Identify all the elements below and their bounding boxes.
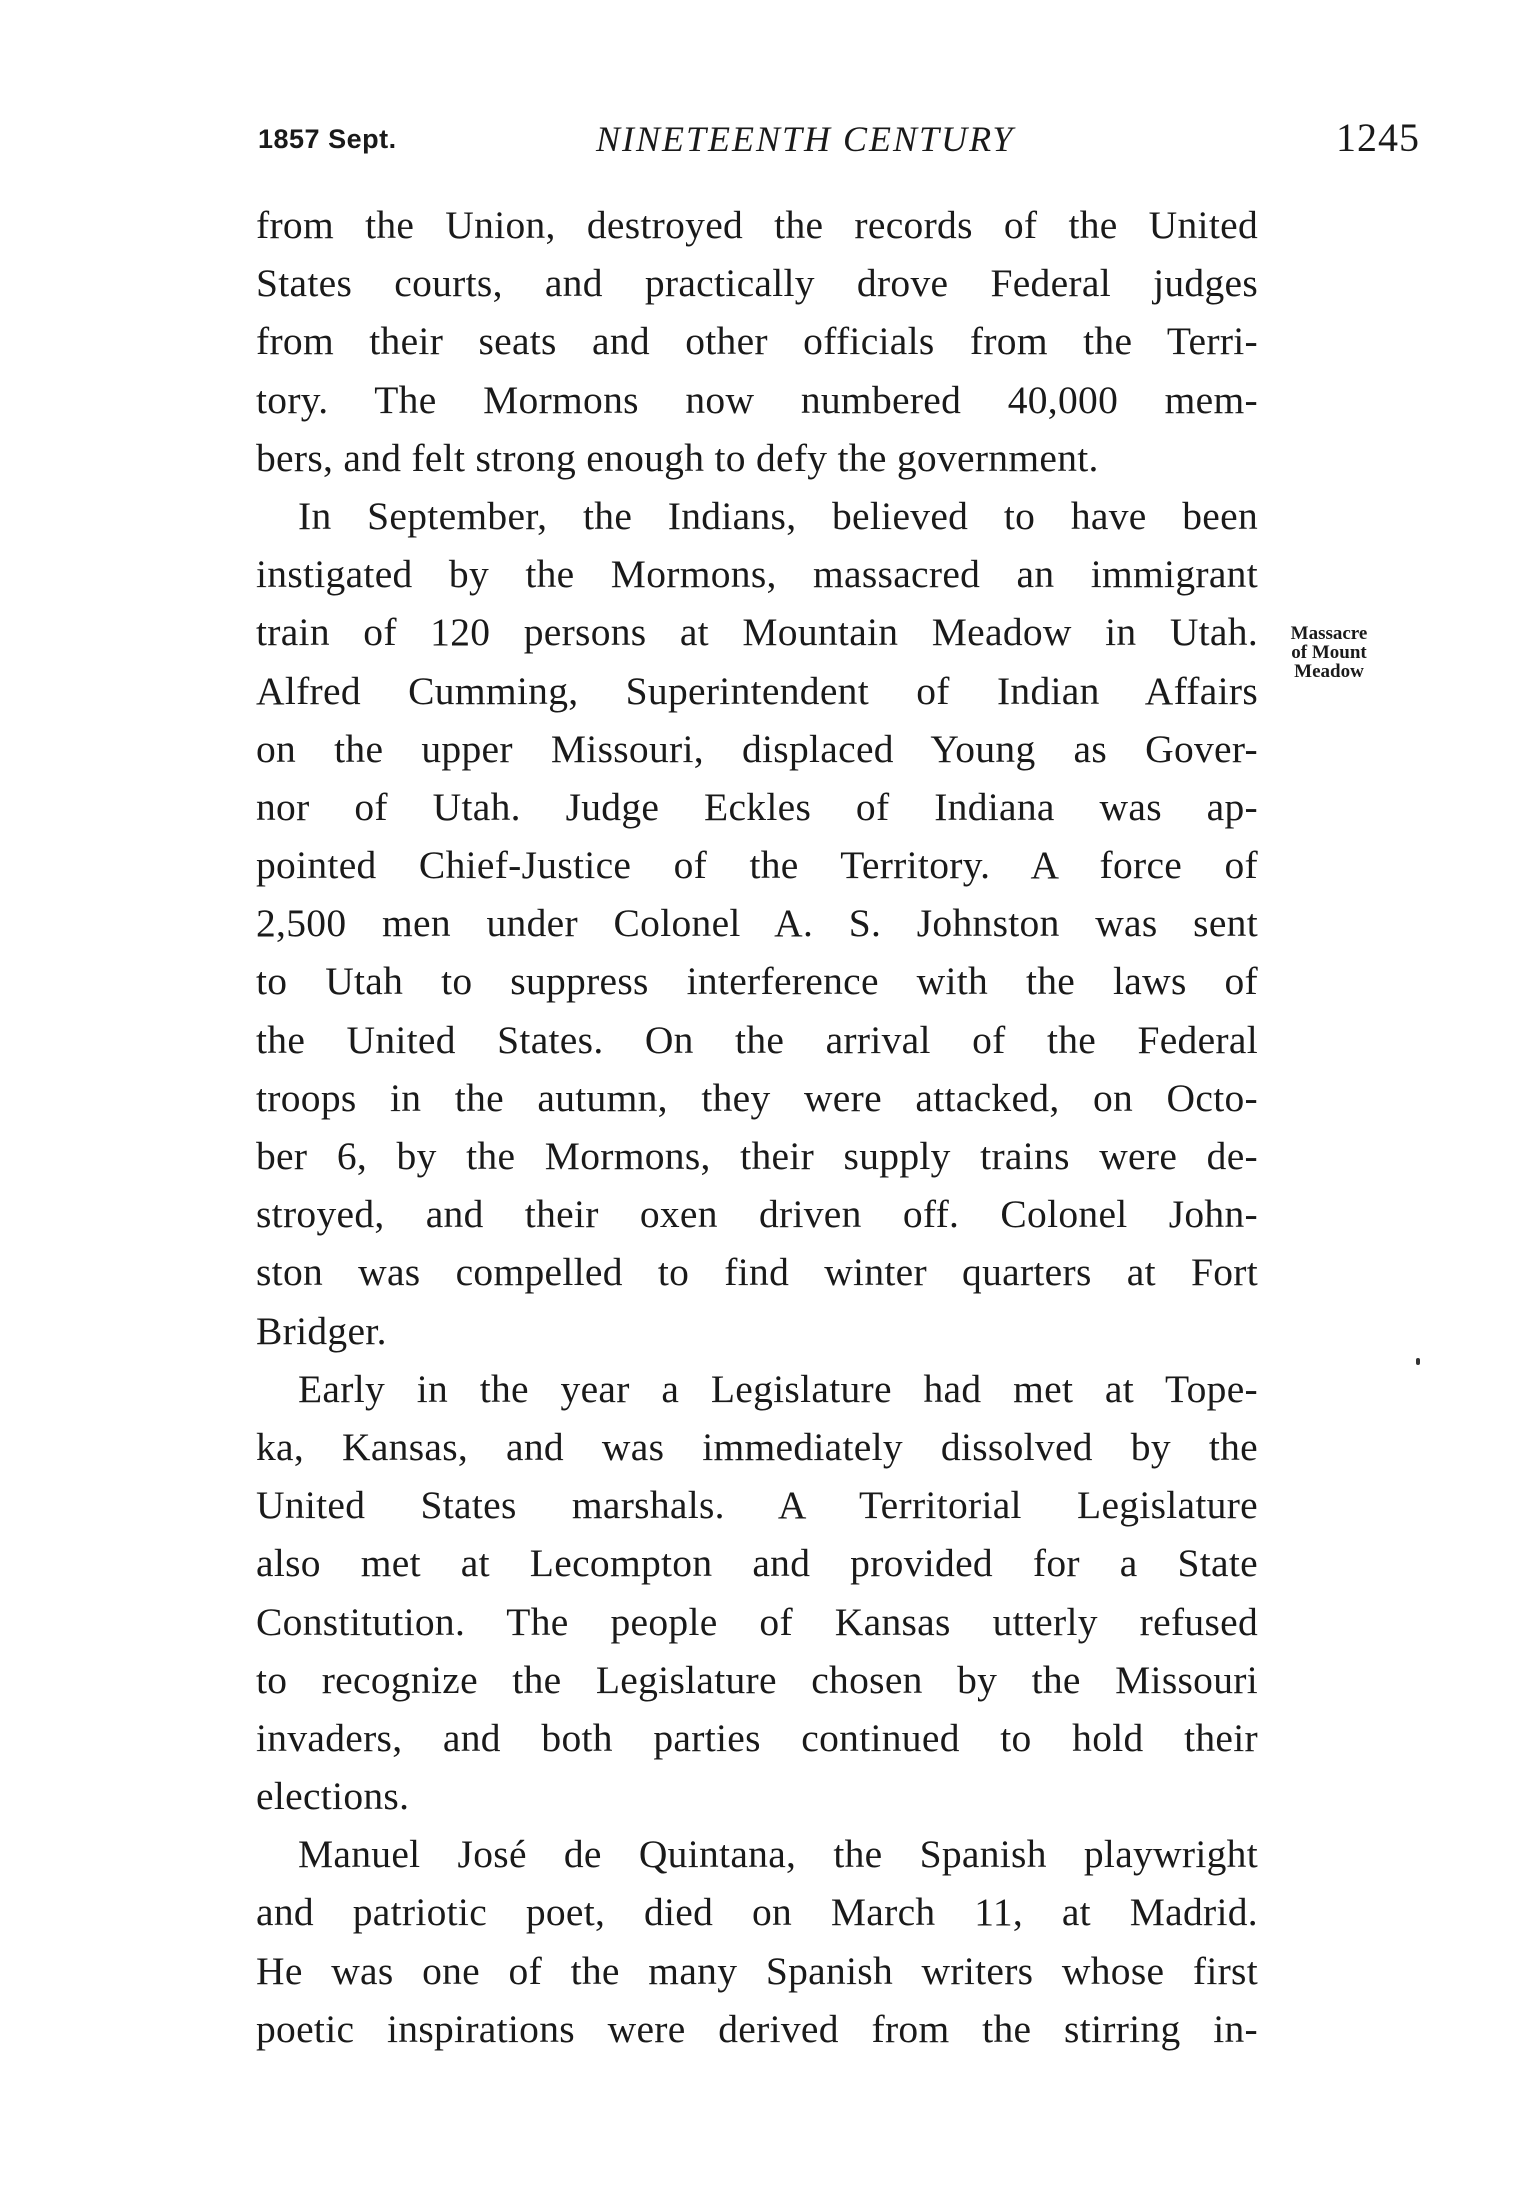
text-line: United States marshals. A Territorial Legislature xyxy=(256,1483,1258,1528)
text-line: He was one of the many Spanish writers whose first xyxy=(256,1948,1258,1993)
margin-note-line: Massacre xyxy=(1290,623,1368,644)
text-line: bers, and felt strong enough to defy the government. xyxy=(256,435,1099,480)
running-head xyxy=(0,110,1514,170)
text-line: In September, the Indians, believed to have been xyxy=(298,493,1258,538)
text-line: invaders, and both parties continued to hold their xyxy=(256,1715,1258,1760)
text-line: Early in the year a Legislature had met at Tope- xyxy=(298,1366,1258,1411)
text-line: elections. xyxy=(256,1774,410,1819)
text-line: train of 120 persons at Mountain Meadow in Utah. xyxy=(256,610,1258,655)
text-line: pointed Chief-Justice of the Territory. A force of xyxy=(256,843,1258,888)
header-date: 1857 Sept. xyxy=(258,124,397,154)
text-line: and patriotic poet, died on March 11, at Madrid. xyxy=(256,1890,1258,1935)
text-line: Constitution. The people of Kansas utterly refused xyxy=(256,1599,1258,1644)
margin-note xyxy=(1264,624,1394,681)
text-line: ka, Kansas, and was immediately dissolved by the xyxy=(256,1424,1258,1469)
text-line: troops in the autumn, they were attacked, on Octo- xyxy=(256,1075,1258,1120)
margin-note-line: Meadow xyxy=(1294,661,1364,682)
text-line: Alfred Cumming, Superintendent of Indian Affairs xyxy=(256,668,1258,713)
text-line: to Utah to suppress interference with the laws of xyxy=(256,959,1258,1004)
text-line: Bridger. xyxy=(256,1308,387,1353)
text-line: States courts, and practically drove Federal judges xyxy=(256,261,1258,306)
page-number: 1245 xyxy=(1336,115,1420,160)
margin-note-line: of Mount xyxy=(1291,642,1367,663)
text-line: ber 6, by the Mormons, their supply trains were de- xyxy=(256,1134,1258,1178)
text-line: ston was compelled to find winter quarters at Fort xyxy=(256,1250,1258,1295)
text-line: tory. The Mormons now numbered 40,000 mem- xyxy=(256,377,1258,422)
body-text xyxy=(256,196,1258,2058)
text-line: to recognize the Legislature chosen by the Missouri xyxy=(256,1657,1258,1702)
header-title: NINETEENTH CENTURY xyxy=(596,119,1015,159)
text-line: 2,500 men under Colonel A. S. Johnston was sent xyxy=(256,901,1258,946)
text-line: stroyed, and their oxen driven off. Colonel John- xyxy=(256,1192,1258,1237)
ink-speck xyxy=(1416,1358,1420,1365)
text-line: Manuel José de Quintana, the Spanish playwright xyxy=(298,1832,1258,1877)
text-line: instigated by the Mormons, massacred an immigrant xyxy=(256,552,1258,597)
text-line: on the upper Missouri, displaced Young as Gover- xyxy=(256,726,1258,771)
text-line: poetic inspirations were derived from the stirring in- xyxy=(256,2006,1258,2051)
text-line: nor of Utah. Judge Eckles of Indiana was ap- xyxy=(256,784,1258,829)
text-line: the United States. On the arrival of the Federal xyxy=(256,1017,1258,1062)
text-line: also met at Lecompton and provided for a State xyxy=(256,1541,1258,1586)
text-line: from the Union, destroyed the records of the United xyxy=(256,203,1258,247)
text-line: from their seats and other officials from the Terri- xyxy=(256,319,1258,364)
